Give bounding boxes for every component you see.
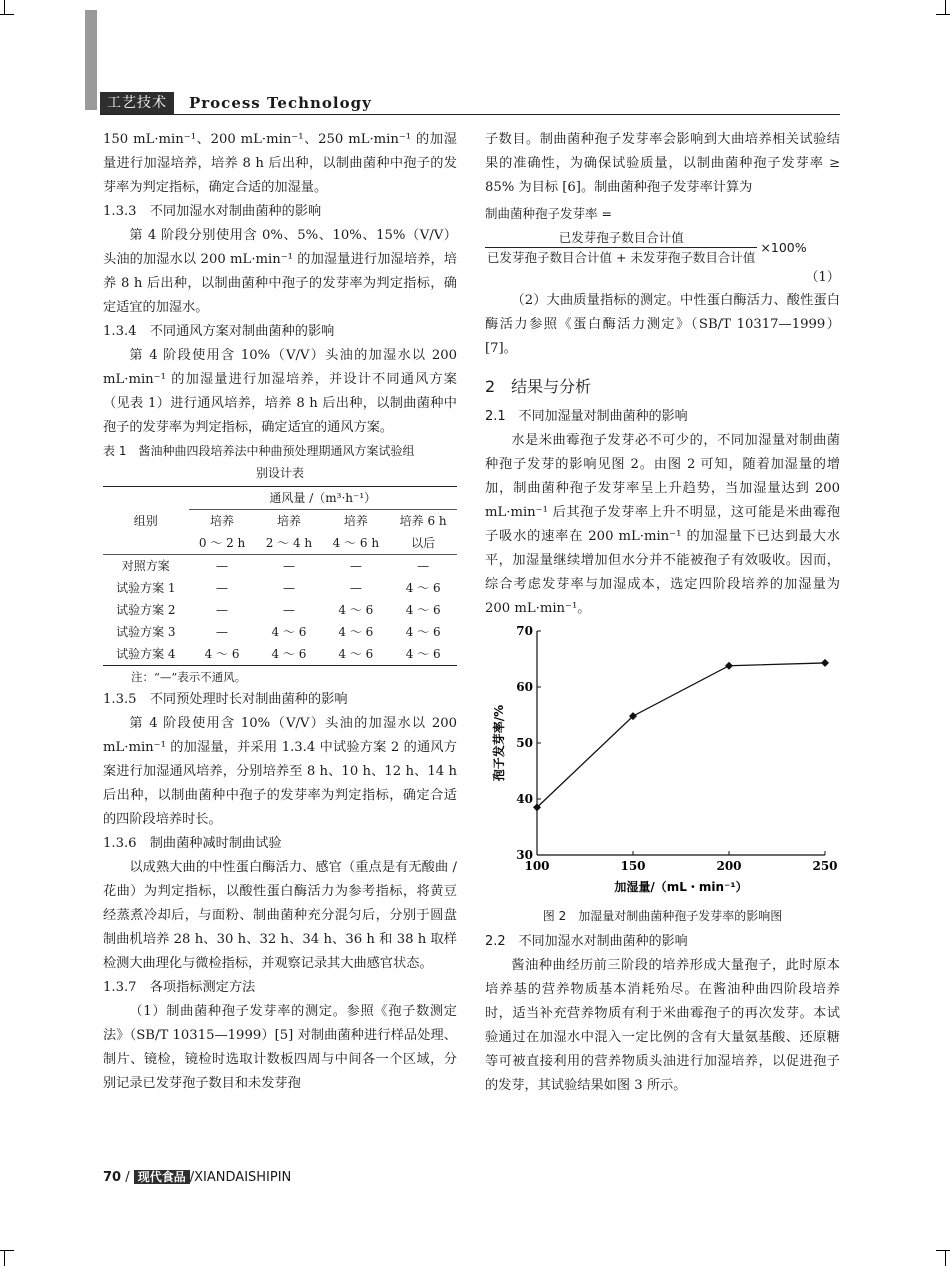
- table-subheader: 培养: [276, 514, 301, 528]
- crop-mark: [945, 1250, 946, 1266]
- table-cell: —: [216, 559, 229, 573]
- table-cell: —: [282, 581, 295, 595]
- x-axis-label: 加湿量/（mL・min⁻¹）: [614, 880, 748, 894]
- table-cell: —: [216, 581, 229, 595]
- y-tick-label: 40: [516, 792, 533, 806]
- line-chart: [485, 621, 840, 906]
- paragraph: 第 4 阶段分别使用含 0%、5%、10%、15%（V/V）头油的加湿水以 200 mL·min⁻¹ 的加湿量进行加湿培养，培养 8 h 后出种，以制曲菌种中孢子的发芽率为判定指标，确定适宜的加湿水。: [103, 228, 457, 315]
- table-cell: 4 ～ 6: [405, 603, 441, 617]
- paragraph: （2）大曲质量指标的测定。中性蛋白酶活力、酸性蛋白酶活力参照《蛋白酶活力测定》（SB/T 10317—1999）[7]。: [485, 293, 840, 356]
- table-note: 注：“—”表示不通风。: [131, 670, 247, 684]
- table-cell: 4 ～ 6: [338, 625, 374, 639]
- table-row: [103, 643, 457, 666]
- table-cell: 4 ～ 6: [271, 647, 307, 661]
- table-subheader: 以后: [411, 536, 436, 550]
- formula: [485, 228, 840, 267]
- table-cell: —: [349, 581, 362, 595]
- table-subheader: 0 ～ 2 h: [198, 536, 246, 550]
- x-tick-label: 100: [524, 859, 550, 873]
- formula-label: 制曲菌种孢子发芽率 =: [485, 206, 612, 221]
- figure-2: [485, 621, 840, 906]
- section-label-cn: 工艺技术: [100, 92, 174, 114]
- table-cell: 4 ～ 6: [405, 625, 441, 639]
- table-cell: 4 ～ 6: [405, 581, 441, 595]
- table-cell: 4 ～ 6: [405, 647, 441, 661]
- y-axis-label: 孢子发芽率/%: [492, 704, 506, 782]
- paragraph: 150 mL·min⁻¹、200 mL·min⁻¹、250 mL·min⁻¹ 的加湿量进行加湿培养，培养 8 h 后出种，以制曲菌种中孢子的发芽率为判定指标，确定合适的加湿量。: [103, 132, 457, 195]
- table-cell: —: [417, 559, 430, 573]
- chart-ticks: [516, 624, 837, 873]
- subsection-heading: 1.3.6 制曲菌种减时制曲试验: [103, 836, 282, 851]
- section-label-en: Process Technology: [189, 94, 372, 112]
- table-subheader: 4 ～ 6 h: [332, 536, 380, 550]
- x-tick-label: 200: [716, 859, 742, 873]
- chart-series: [533, 659, 829, 811]
- crop-mark: [936, 14, 950, 15]
- journal-name-en: XIANDAISHIPIN: [194, 1170, 292, 1185]
- y-tick-label: 50: [516, 736, 533, 750]
- crop-mark: [0, 14, 14, 15]
- table-row: [103, 621, 457, 643]
- equation-number: （1）: [805, 270, 840, 285]
- section-heading: 2 结果与分析: [485, 377, 592, 396]
- table-row: [103, 599, 457, 621]
- table-cell: 对照方案: [121, 559, 170, 573]
- figure-caption: 图 2 加湿量对制曲菌种孢子发芽率的影响图: [542, 909, 783, 923]
- paragraph: 子数目。制曲菌种孢子发芽率会影响到大曲培养相关试验结果的准确性，为确保试验质量，以制曲菌种孢子发芽率 ≥ 85% 为目标 [6]。制曲菌种孢子发芽率计算为: [485, 132, 840, 195]
- table-cell: 4 ～ 6: [271, 625, 307, 639]
- table-cell: 试验方案 2: [116, 603, 176, 617]
- data-point: [821, 659, 829, 667]
- subsection-heading: 1.3.5 不同预处理时长对制曲菌种的影响: [103, 692, 348, 707]
- table-cell: —: [282, 603, 295, 617]
- right-column: [485, 128, 840, 1098]
- subsection-heading: 2.2 不同加湿水对制曲菌种的影响: [485, 934, 688, 949]
- paragraph: 水是米曲霉孢子发芽必不可少的，不同加湿量对制曲菌种孢子发芽的影响见图 2。由图 2 可知，随着加湿量的增加，制曲菌种孢子发芽率呈上升趋势，当加湿量达到 200 mL·min⁻¹ 后其孢子发芽率上升不明显，这可能是米曲霉孢子吸水的速率在 200 mL·min⁻¹ 的加湿量下已达到最大水平，加湿量继续增加但水分并不能被孢子有效吸收。因而，综合考虑发芽率与加湿成本，选定四阶段培养的加湿量为 200 mL·min⁻¹。: [485, 433, 840, 616]
- table-row: [103, 577, 457, 599]
- table-cell: —: [282, 559, 295, 573]
- x-tick-label: 250: [812, 859, 838, 873]
- subsection-heading: 1.3.7 各项指标测定方法: [103, 980, 256, 995]
- footer-slash: /: [125, 1170, 134, 1185]
- table-caption-cont: 别设计表: [255, 466, 304, 480]
- formula-denominator: 已发芽孢子数目合计值 + 未发芽孢子数目合计值: [487, 250, 756, 265]
- y-tick-label: 30: [516, 848, 533, 862]
- ventilation-table: [103, 486, 457, 666]
- table-cell: 试验方案 1: [116, 581, 176, 595]
- y-tick-label: 70: [516, 624, 533, 638]
- paragraph: 以成熟大曲的中性蛋白酶活力、感官（重点是有无酸曲 / 花曲）为判定指标，以酸性蛋白酶活力为参考指标，将黄豆经蒸煮冷却后，与面粉、制曲菌种充分混匀后，分别于圆盘制曲机培养 28 h、30 h、32 h、34 h、36 h 和 38 h 取样检测大曲理化与微检指标，并观察记录其大曲感官状态。: [103, 860, 457, 971]
- crop-mark: [936, 1250, 950, 1251]
- table-cell: 4 ～ 6: [338, 603, 374, 617]
- subsection-heading: 2.1 不同加湿量对制曲菌种的影响: [485, 409, 688, 424]
- subsection-heading: 1.3.4 不同通风方案对制曲菌种的影响: [103, 324, 335, 339]
- table-subheader: 培养 6 h: [399, 514, 447, 528]
- y-tick-label: 60: [516, 680, 533, 694]
- subsection-heading: 1.3.3 不同加湿水对制曲菌种的影响: [103, 204, 322, 219]
- crop-mark: [4, 0, 5, 14]
- table-row: [103, 555, 457, 578]
- formula-fraction: [485, 228, 757, 267]
- table-subheader: 培养: [210, 514, 235, 528]
- table-subheader: 2 ～ 4 h: [265, 536, 313, 550]
- table-cell: —: [216, 603, 229, 617]
- paragraph: （1）制曲菌种孢子发芽率的测定。参照《孢子数测定法》（SB/T 10315—1999）[5] 对制曲菌种进行样品处理、制片、镜检，镜检时选取计数板四周与中间各一个区域，分别记录已发芽孢子数目和未发芽孢: [103, 1004, 457, 1091]
- table-cell: 试验方案 3: [116, 625, 176, 639]
- table-header-group: 组别: [103, 487, 189, 555]
- table-cell: 试验方案 4: [116, 647, 176, 661]
- table-cell: —: [216, 625, 229, 639]
- sidebar-bar: [85, 10, 97, 110]
- table-header-span: 通风量 /（m³·h⁻¹）: [189, 487, 457, 510]
- series-line: [537, 663, 825, 807]
- formula-numerator: 已发芽孢子数目合计值: [485, 228, 757, 248]
- paragraph: 酱油种曲经历前三阶段的培养形成大量孢子，此时原本培养基的营养物质基本消耗殆尽。在酱油种曲四阶段培养时，适当补充营养物质有利于米曲霉孢子的再次发芽。本试验通过在加湿水中混入一定比例的含有大量氨基酸、还原糖等可被直接利用的营养物质头油进行加湿培养，以促进孢子的发芽，其试验结果如图 3 所示。: [485, 958, 840, 1093]
- page-footer: [103, 1168, 291, 1185]
- table-cell: 4 ～ 6: [338, 647, 374, 661]
- formula-multiplier: ×100%: [760, 239, 807, 255]
- paragraph: 第 4 阶段使用含 10%（V/V）头油的加湿水以 200 mL·min⁻¹ 的加湿量进行加湿培养，并设计不同通风方案（见表 1）进行通风培养，培养 8 h 后出种，以制曲菌种中孢子的发芽率为判定指标，确定适宜的通风方案。: [103, 348, 457, 435]
- journal-name-cn: 现代食品: [134, 1170, 190, 1184]
- left-column: [103, 128, 457, 1096]
- paragraph: 第 4 阶段使用含 10%（V/V）头油的加湿水以 200 mL·min⁻¹ 的加湿量，并采用 1.3.4 中试验方案 2 的通风方案进行加湿通风培养，分别培养至 8 h、10 h、12 h、14 h 后出种，以制曲菌种中孢子的发芽率为判定指标，确定合适的四阶段培养时长。: [103, 716, 457, 827]
- page-number: 70: [103, 1170, 122, 1185]
- crop-mark: [4, 1250, 5, 1266]
- table-subheader: 培养: [343, 514, 368, 528]
- footer-slash: /: [189, 1170, 195, 1185]
- table-cell: —: [349, 559, 362, 573]
- x-tick-label: 150: [620, 859, 646, 873]
- crop-mark: [945, 0, 946, 14]
- crop-mark: [0, 1250, 14, 1251]
- page-header: [100, 92, 840, 115]
- table-caption: 表 1 酱油种曲四段培养法中种曲预处理期通风方案试验组: [103, 444, 415, 458]
- data-point: [725, 662, 733, 670]
- table-cell: 4 ～ 6: [204, 647, 240, 661]
